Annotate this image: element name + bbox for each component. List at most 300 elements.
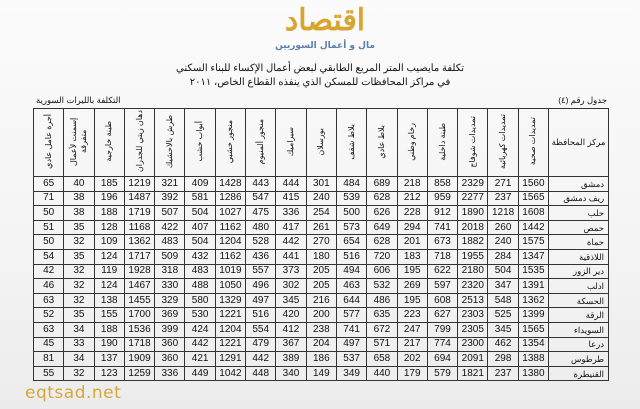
column-header-label: طينة داخلية — [437, 122, 447, 161]
table-cell: 123 — [94, 366, 124, 381]
province-name: ريف دمشق — [549, 191, 609, 206]
table-cell: 1428 — [215, 177, 245, 192]
table-cell: 81 — [34, 352, 64, 367]
table-cell: 479 — [246, 337, 276, 352]
column-header-label: بلاط شقف — [346, 123, 356, 160]
province-name: حمص — [549, 220, 609, 235]
table-cell: 488 — [185, 279, 215, 294]
table-cell: 217 — [397, 337, 427, 352]
table-cell: 119 — [94, 264, 124, 279]
table-cell: 741 — [427, 220, 457, 235]
table-row — [34, 366, 609, 381]
table-row — [34, 352, 609, 367]
column-header-label: منجور ألمنيوم — [255, 118, 265, 165]
table-cell: 475 — [246, 206, 276, 221]
column-header — [94, 109, 124, 177]
table-cell: 606 — [367, 264, 397, 279]
province-name: درعا — [549, 337, 609, 352]
table-cell: 528 — [246, 235, 276, 250]
table-cell: 548 — [488, 293, 518, 308]
table-cell: 34 — [64, 352, 94, 367]
table-cell: 409 — [185, 177, 215, 192]
table-cell: 2018 — [458, 220, 488, 235]
document-title — [60, 62, 580, 90]
column-header-label: أبواب خشب — [195, 121, 205, 162]
table-cell: 1259 — [124, 366, 154, 381]
table-cell: 33 — [64, 337, 94, 352]
table-cell: 373 — [276, 264, 306, 279]
table-cell: 1042 — [215, 366, 245, 381]
table-cell: 2329 — [458, 177, 488, 192]
table-cell: 530 — [185, 308, 215, 323]
table-cell: 658 — [367, 352, 397, 367]
column-header-label: طينة خارجية — [104, 121, 114, 162]
table-cell: 516 — [246, 308, 276, 323]
table-cell: 50 — [34, 206, 64, 221]
table-cell: 216 — [306, 293, 336, 308]
column-header — [64, 109, 94, 177]
province-name: ادلب — [549, 279, 609, 294]
table-cell: 449 — [185, 366, 215, 381]
table-cell: 424 — [185, 322, 215, 337]
column-header — [367, 109, 397, 177]
province-name: الحسكة — [549, 293, 609, 308]
table-cell: 186 — [306, 352, 336, 367]
table-cell: 50 — [34, 235, 64, 250]
table-cell: 223 — [397, 308, 427, 323]
table-cell: 1608 — [518, 206, 548, 221]
table-cell: 1565 — [518, 191, 548, 206]
table-cell: 420 — [276, 308, 306, 323]
table-cell: 579 — [427, 366, 457, 381]
table-cell: 608 — [427, 293, 457, 308]
table-cell: 2091 — [458, 352, 488, 367]
table-cell: 1560 — [518, 177, 548, 192]
table-cell: 321 — [155, 177, 185, 192]
table-cell: 32 — [64, 264, 94, 279]
table-cell: 799 — [427, 322, 457, 337]
column-header — [185, 109, 215, 177]
table-cell: 1955 — [458, 249, 488, 264]
table-cell: 261 — [306, 220, 336, 235]
table-cell: 537 — [336, 352, 366, 367]
table-cell: 340 — [276, 366, 306, 381]
table-cell: 417 — [276, 220, 306, 235]
table-cell: 672 — [367, 322, 397, 337]
table-cell: 155 — [94, 308, 124, 323]
table-cell: 389 — [276, 352, 306, 367]
table-cell: 504 — [185, 235, 215, 250]
table-cell: 260 — [488, 220, 518, 235]
table-cell: 628 — [367, 191, 397, 206]
table-cell: 367 — [276, 337, 306, 352]
table-cell: 2305 — [458, 322, 488, 337]
table-cell: 432 — [185, 249, 215, 264]
table-cell: 2180 — [458, 264, 488, 279]
table-cell: 1168 — [124, 220, 154, 235]
table-cell: 318 — [155, 264, 185, 279]
table-cell: 1204 — [215, 322, 245, 337]
table-cell: 1362 — [518, 293, 548, 308]
table-cell: 571 — [367, 337, 397, 352]
table-cell: 369 — [155, 308, 185, 323]
table-cell: 399 — [155, 322, 185, 337]
table-cell: 1354 — [518, 337, 548, 352]
table-cell: 240 — [306, 191, 336, 206]
table-cell: 635 — [367, 308, 397, 323]
table-cell: 1399 — [518, 308, 548, 323]
table-cell: 504 — [185, 206, 215, 221]
table-cell: 1204 — [215, 235, 245, 250]
table-cell: 1442 — [518, 220, 548, 235]
table-cell: 480 — [246, 220, 276, 235]
table-cell: 497 — [336, 337, 366, 352]
table-cell: 644 — [336, 293, 366, 308]
table-row — [34, 249, 609, 264]
province-name: حلب — [549, 206, 609, 221]
table-cell: 65 — [34, 177, 64, 192]
table-cell: 1718 — [124, 337, 154, 352]
table-cell: 42 — [34, 264, 64, 279]
table-cell: 581 — [185, 191, 215, 206]
table-cell: 360 — [155, 337, 185, 352]
table-cell: 201 — [397, 235, 427, 250]
table-cell: 345 — [276, 293, 306, 308]
table-cell: 247 — [397, 322, 427, 337]
table-cell: 40 — [64, 177, 94, 192]
table-cell: 1162 — [215, 249, 245, 264]
table-cell: 45 — [34, 337, 64, 352]
table-cell: 407 — [185, 220, 215, 235]
table-cell: 35 — [64, 249, 94, 264]
table-cell: 525 — [488, 308, 518, 323]
table-cell: 1162 — [215, 220, 245, 235]
table-cell: 486 — [367, 293, 397, 308]
table-cell: 484 — [336, 177, 366, 192]
table-cell: 270 — [306, 235, 336, 250]
table-cell: 188 — [94, 322, 124, 337]
table-cell: 532 — [367, 279, 397, 294]
logo-tagline: مال و أعمال السوريين — [275, 41, 375, 51]
table-cell: 71 — [34, 191, 64, 206]
table-cell: 1286 — [215, 191, 245, 206]
table-cell: 1565 — [518, 322, 548, 337]
table-cell: 507 — [155, 206, 185, 221]
table-cell: 212 — [397, 191, 427, 206]
table-cell: 1221 — [215, 337, 245, 352]
table-cell: 2300 — [458, 337, 488, 352]
table-cell: 183 — [397, 249, 427, 264]
province-name: اللاذقية — [549, 249, 609, 264]
table-cell: 336 — [276, 206, 306, 221]
column-header-label: تمديدات شوفاج — [467, 115, 477, 168]
table-cell: 539 — [336, 191, 366, 206]
table-cell: 1928 — [124, 264, 154, 279]
table-cell: 137 — [94, 352, 124, 367]
table-cell: 54 — [34, 249, 64, 264]
site-watermark: eqtsad.net — [25, 383, 122, 403]
table-cell: 622 — [427, 264, 457, 279]
province-name: الرقة — [549, 308, 609, 323]
column-header — [306, 109, 336, 177]
table-cell: 190 — [94, 337, 124, 352]
table-cell: 441 — [276, 249, 306, 264]
table-cell: 55 — [34, 366, 64, 381]
column-header-label: تمديدات صحية — [528, 117, 538, 166]
table-cell: 694 — [427, 352, 457, 367]
table-cell: 237 — [488, 366, 518, 381]
table-cell: 673 — [427, 235, 457, 250]
column-header — [155, 109, 185, 177]
table-cell: 577 — [336, 308, 366, 323]
province-name: حماة — [549, 235, 609, 250]
table-cell: 483 — [185, 264, 215, 279]
table-cell: 442 — [246, 352, 276, 367]
table-cell: 35 — [64, 308, 94, 323]
table-cell: 2277 — [458, 191, 488, 206]
table-cell: 483 — [155, 235, 185, 250]
table-cell: 462 — [488, 337, 518, 352]
table-cell: 1455 — [124, 293, 154, 308]
table-cell: 463 — [336, 279, 366, 294]
table-cell: 1717 — [124, 249, 154, 264]
table-cell: 32 — [64, 293, 94, 308]
column-header-label: دهان زيتي للجدران — [134, 110, 144, 173]
column-header — [397, 109, 427, 177]
table-cell: 298 — [488, 352, 518, 367]
table-cell: 63 — [34, 322, 64, 337]
table-cell: 347 — [488, 279, 518, 294]
table-cell: 422 — [155, 220, 185, 235]
cost-table — [33, 108, 609, 381]
column-header — [34, 109, 64, 177]
table-cell: 494 — [336, 264, 366, 279]
table-cell: 500 — [336, 206, 366, 221]
table-cell: 1219 — [124, 177, 154, 192]
table-cell: 218 — [397, 177, 427, 192]
table-cell: 138 — [94, 293, 124, 308]
table-cell: 204 — [306, 337, 336, 352]
table-cell: 858 — [427, 177, 457, 192]
table-cell: 179 — [397, 366, 427, 381]
province-name: دير الزور — [549, 264, 609, 279]
table-cell: 1019 — [215, 264, 245, 279]
table-cell: 32 — [64, 366, 94, 381]
table-cell: 392 — [155, 191, 185, 206]
logo — [270, 2, 380, 52]
table-cell: 240 — [488, 235, 518, 250]
table-cell: 124 — [94, 279, 124, 294]
table-cell: 547 — [246, 191, 276, 206]
table-cell: 912 — [427, 206, 457, 221]
table-cell: 349 — [336, 366, 366, 381]
column-header — [427, 109, 457, 177]
table-cell: 345 — [488, 322, 518, 337]
table-cell: 237 — [488, 191, 518, 206]
table-row — [34, 191, 609, 206]
table-row — [34, 293, 609, 308]
table-cell: 205 — [306, 264, 336, 279]
table-cell: 52 — [34, 308, 64, 323]
table-cell: 1221 — [215, 308, 245, 323]
table-cell: 1027 — [215, 206, 245, 221]
column-header-label: سيراميك — [286, 126, 296, 157]
table-row — [34, 279, 609, 294]
table-cell: 228 — [397, 206, 427, 221]
table-cell: 440 — [367, 366, 397, 381]
table-cell: 38 — [64, 206, 94, 221]
table-cell: 412 — [276, 322, 306, 337]
column-header — [458, 109, 488, 177]
table-cell: 628 — [367, 235, 397, 250]
table-cell: 1467 — [124, 279, 154, 294]
table-row — [34, 177, 609, 192]
table-cell: 329 — [155, 293, 185, 308]
table-cell: 35 — [64, 220, 94, 235]
table-cell: 301 — [306, 177, 336, 192]
column-header-label: رخام وطني — [407, 122, 417, 161]
column-header — [215, 109, 245, 177]
title-line-1: تكلفة مايصيب المتر المربع الطابقي لبعض أعمال الإكساء للبناء السكني — [175, 63, 464, 74]
column-header-label: تمديدات كهربائية — [498, 114, 508, 169]
table-cell: 597 — [427, 279, 457, 294]
table-cell: 196 — [94, 191, 124, 206]
table-cell: 626 — [367, 206, 397, 221]
table-cell: 38 — [64, 191, 94, 206]
table-cell: 580 — [185, 293, 215, 308]
table-cell: 1719 — [124, 206, 154, 221]
table-cell: 32 — [64, 235, 94, 250]
table-cell: 2320 — [458, 279, 488, 294]
table-cell: 302 — [276, 279, 306, 294]
unit-label: التكلفة بالليرات السورية — [36, 95, 121, 105]
table-cell: 336 — [155, 366, 185, 381]
table-cell: 1487 — [124, 191, 154, 206]
table-row — [34, 264, 609, 279]
table-cell: 238 — [306, 322, 336, 337]
province-name: القنيطرة — [549, 366, 609, 381]
column-header-label: إسمنت لأعمال متفرقة — [68, 117, 88, 166]
table-cell: 1362 — [124, 235, 154, 250]
table-cell: 689 — [367, 177, 397, 192]
table-row — [34, 337, 609, 352]
column-header — [488, 109, 518, 177]
table-cell: 180 — [306, 249, 336, 264]
table-cell: 1050 — [215, 279, 245, 294]
table-cell: 51 — [34, 220, 64, 235]
logo-wordmark: اقتصاد — [284, 3, 366, 38]
table-cell: 195 — [397, 264, 427, 279]
table-row — [34, 206, 609, 221]
title-line-2: في مراكز المحافظات للمسكن الذي ينفذه القطاع الخاص، ٢٠١١ — [189, 77, 451, 88]
province-name: طرطوس — [549, 352, 609, 367]
column-header-label: طرش بالاحشيك — [164, 114, 174, 169]
table-cell: 124 — [94, 249, 124, 264]
table-row — [34, 235, 609, 250]
column-header — [276, 109, 306, 177]
table-cell: 415 — [276, 191, 306, 206]
table-cell: 554 — [246, 322, 276, 337]
table-cell: 436 — [246, 249, 276, 264]
header-row — [34, 109, 609, 177]
table-cell: 654 — [336, 235, 366, 250]
table-cell: 720 — [367, 249, 397, 264]
table-cell: 509 — [155, 249, 185, 264]
table-cell: 1291 — [215, 352, 245, 367]
column-header — [336, 109, 366, 177]
table-row — [34, 220, 609, 235]
table-cell: 195 — [397, 293, 427, 308]
table-cell: 1218 — [488, 206, 518, 221]
column-header — [518, 109, 548, 177]
column-header — [246, 109, 276, 177]
table-cell: 330 — [155, 279, 185, 294]
table-cell: 269 — [397, 279, 427, 294]
table-cell: 442 — [185, 337, 215, 352]
table-cell: 1821 — [458, 366, 488, 381]
table-cell: 360 — [155, 352, 185, 367]
table-cell: 109 — [94, 235, 124, 250]
table-cell: 34 — [64, 322, 94, 337]
table-cell: 444 — [276, 177, 306, 192]
column-header-label: بلاط عادي — [376, 124, 386, 159]
column-header-label: منجور خشبي — [225, 119, 235, 164]
table-cell: 1700 — [124, 308, 154, 323]
table-cell: 1380 — [518, 366, 548, 381]
table-cell: 1882 — [458, 235, 488, 250]
table-cell: 1890 — [458, 206, 488, 221]
table-cell: 718 — [427, 249, 457, 264]
table-row — [34, 308, 609, 323]
table-cell: 128 — [94, 220, 124, 235]
table-cell: 959 — [427, 191, 457, 206]
table-cell: 774 — [427, 337, 457, 352]
table-cell: 200 — [306, 308, 336, 323]
table-cell: 1909 — [124, 352, 154, 367]
table-cell: 46 — [34, 279, 64, 294]
table-cell: 442 — [276, 235, 306, 250]
table-cell: 421 — [185, 352, 215, 367]
table-cell: 1388 — [518, 352, 548, 367]
table-cell: 284 — [488, 249, 518, 264]
table-cell: 504 — [488, 264, 518, 279]
table-cell: 1536 — [124, 322, 154, 337]
table-cell: 1391 — [518, 279, 548, 294]
table-cell: 557 — [246, 264, 276, 279]
table-row — [34, 322, 609, 337]
province-name: دمشق — [549, 177, 609, 192]
table-number: جدول رقم (٤) — [558, 95, 607, 105]
table-cell: 1535 — [518, 264, 548, 279]
table-cell: 497 — [246, 293, 276, 308]
table-cell: 254 — [306, 206, 336, 221]
table-cell: 2303 — [458, 308, 488, 323]
table-cell: 573 — [336, 220, 366, 235]
table-cell: 1329 — [215, 293, 245, 308]
table-cell: 627 — [427, 308, 457, 323]
table-cell: 443 — [246, 177, 276, 192]
table-cell: 448 — [246, 366, 276, 381]
table-cell: 294 — [397, 220, 427, 235]
table-cell: 149 — [306, 366, 336, 381]
table-cell: 1347 — [518, 249, 548, 264]
table-cell: 205 — [306, 279, 336, 294]
table-cell: 63 — [34, 293, 64, 308]
table-cell: 202 — [397, 352, 427, 367]
table-cell: 1575 — [518, 235, 548, 250]
table-cell: 741 — [336, 322, 366, 337]
column-header — [124, 109, 154, 177]
